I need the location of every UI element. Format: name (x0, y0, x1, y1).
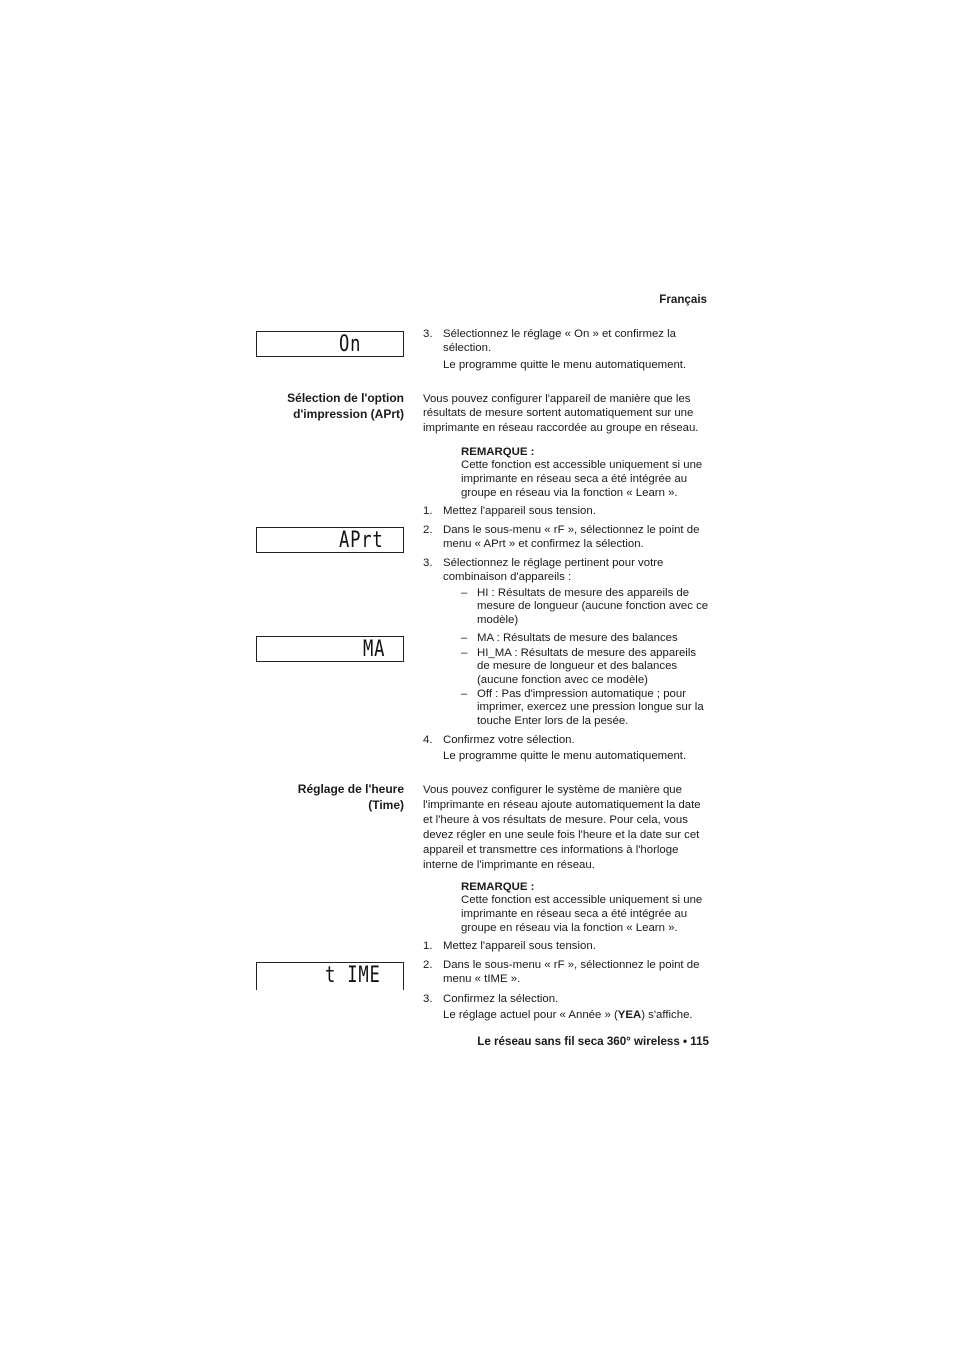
lcd-display-aprt (256, 527, 404, 553)
page-footer: Le réseau sans fil seca 360° wireless • 115 (477, 1035, 709, 1048)
section-heading-time: Réglage de l'heure (Time) (297, 782, 404, 812)
section-intro-time: Vous pouvez configurer le système de manière que l'imprimante en réseau ajoute automatiquement la date et l'heure à vos résultats de mesure. Pour cela, vous devez régler en une seule fois l'heure et la date sur cet appareil et transmettre ces informations à l'horloge interne de l'imprimante en réseau. (423, 784, 701, 871)
step-result: Le programme quitte le menu automatiquement. (443, 359, 687, 371)
lcd-text: APrt (339, 528, 384, 553)
lcd-display-ma (256, 636, 404, 662)
lcd-text: On (339, 332, 362, 357)
note-print: REMARQUE : Cette fonction est accessible uniquement si une imprimante en réseau seca a été intégrée au groupe en réseau via la fonction « Learn ». (461, 446, 703, 499)
section-heading-print: Sélection de l'option d'impression (APrt) (287, 391, 404, 421)
lcd-display-on (256, 331, 404, 357)
lcd-display-time (256, 962, 404, 990)
language-label: Français (659, 293, 707, 306)
step-result: Le réglage actuel pour « Année » (YEA) s'affiche. (443, 1009, 693, 1021)
note-time: REMARQUE : Cette fonction est accessible uniquement si une imprimante en réseau seca a été intégrée au groupe en réseau via la fonction « Learn ». (461, 881, 703, 934)
lcd-text: MA (363, 637, 386, 662)
section-intro-print: Vous pouvez configurer l'appareil de manière que les résultats de mesure sortent automatiquement sur une imprimante en réseau raccordée au groupe en réseau. (423, 393, 699, 434)
lcd-text: t IME (325, 963, 381, 988)
step-result: Le programme quitte le menu automatiquement. (443, 750, 687, 762)
year-code: YEA (617, 1009, 642, 1021)
